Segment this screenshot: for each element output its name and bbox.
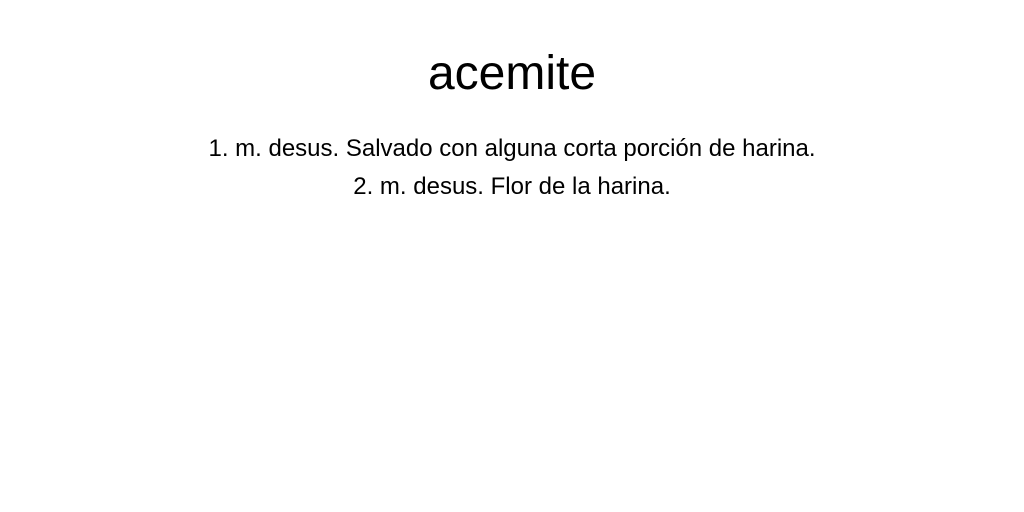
definition-item: 2. m. desus. Flor de la harina. <box>353 173 671 200</box>
definition-item: 1. m. desus. Salvado con alguna corta porción de harina. <box>208 135 816 162</box>
definition-list <box>0 130 1024 206</box>
headword: acemite <box>427 47 597 100</box>
